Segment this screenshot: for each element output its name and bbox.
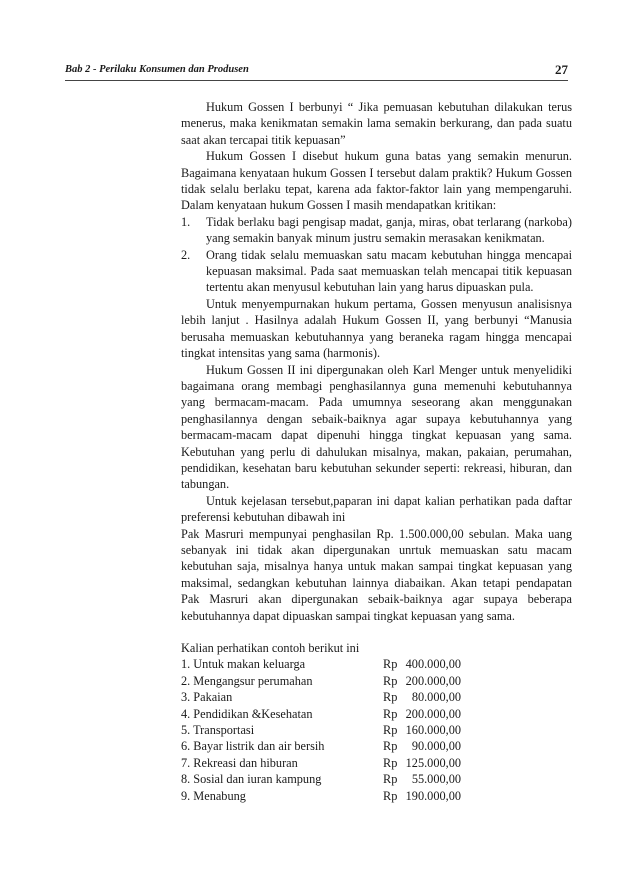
paragraph-masruri: Pak Masruri mempunyai penghasilan Rp. 1.500.000,00 sebulan. Maka uang sebanyak ini tidak akan dipergunakan unrtuk memuaskan satu macam kebutuhan saja, misalnya hanya untuk makan sampai tingkat kepuasan yang maksimal, sedangkan kebutuhan lainnya diabaikan. Akan tetapi pendapatan Pak Masruri akan dipergunakan sebaik-baiknya agar supaya beberapa kebutuhannya dapat dipuaskan sampai tingkat kepuasan yang sama. [181,526,572,623]
amount-value: 190.000,00 [405,788,461,803]
expense-row [181,706,572,722]
expense-label: 4. Pendidikan &Kesehatan [181,706,313,721]
critique-item [181,247,572,296]
currency: Rp [383,722,398,737]
page-header [65,64,568,81]
expense-label: 5. Transportasi [181,722,255,737]
amount-value: 200.000,00 [405,673,461,688]
critique-item [181,214,572,247]
expense-row [181,738,572,754]
currency: Rp [383,739,398,754]
paragraph-gossen-1-critique: Hukum Gossen I disebut hukum guna batas yang semakin menurun. Bagaimana kenyataan hukum Gossen I tersebut dalam praktik? Hukum Gossen tidak selalu berlaku tepat, karena ada faktor-faktor lain yang mempengaruhi. Dalam kenyataan hukum Gossen I masih mendapatkan kritikan: [181,149,572,213]
critique-text: Tidak berlaku bagi pengisap madat, ganja, miras, obat terlarang (narkoba) yang semakin banyak minum justru semakin merasakan kenikmatan. [206,214,572,246]
expense-amount [383,673,461,689]
expense-label: 6. Bayar listrik dan air bersih [181,739,325,754]
expense-amount [383,722,461,738]
page-number: 27 [555,62,568,77]
currency: Rp [383,657,398,672]
critique-number: 1. [181,214,191,229]
expense-row [181,673,572,689]
paragraph-gossen-2: Untuk menyempurnakan hukum pertama, Gossen menyusun analisisnya lebih lanjut . Hasilnya adalah Hukum Gossen II, yang berbunyi “Manusia berusaha memuaskan kebutuhannya yang beraneka ragam hingga mencapai tingkat intensitas yang sama (harmonis). [181,296,572,361]
expense-amount [383,755,461,771]
expense-row [181,788,572,804]
expense-row [181,689,572,705]
currency: Rp [383,706,398,721]
expense-label: 7. Rekreasi dan hiburan [181,755,298,770]
amount-value: 90.000,00 [411,739,461,754]
currency: Rp [383,673,398,688]
expense-label: 3. Pakaian [181,690,233,705]
currency: Rp [383,788,398,803]
critique-text: Orang tidak selalu memuaskan satu macam kebutuhan hingga mencapai kepuasan maksimal. Pada saat memuaskan telah mencapai titik kepuasan tertentu akan menyusul kebutuhan lain yang harus dipuaskan pula. [206,247,572,295]
paragraph-gossen-1: Hukum Gossen I berbunyi “ Jika pemuasan kebutuhan dilakukan terus menerus, maka kenikmatan semakin lama semakin berkurang, dan pada suatu saat akan tercapai titik kepuasan” [181,100,572,147]
currency: Rp [383,755,398,770]
critique-number: 2. [181,247,191,262]
expense-label: 8. Sosial dan iuran kampung [181,772,322,787]
expense-label: 2. Mengangsur perumahan [181,673,313,688]
expense-amount [383,738,461,754]
chapter-title: Bab 2 - Perilaku Konsumen dan Produsen [65,64,249,75]
expense-row [181,722,572,738]
expense-label: 1. Untuk makan keluarga [181,657,306,672]
expense-row [181,755,572,771]
expense-amount [383,771,461,787]
amount-value: 160.000,00 [405,722,461,737]
amount-value: 400.000,00 [405,657,461,672]
amount-value: 200.000,00 [405,706,461,721]
expense-row [181,656,572,672]
page-body [181,99,572,804]
paragraph-karl-menger: Hukum Gossen II ini dipergunakan oleh Karl Menger untuk menyelidiki bagaimana orang membagi penghasilannya guna memenuhi kebutuhannya yang bermacam-macam. Pada umumnya seseorang akan menggunakan penghasilannya dengan sebaik-baiknya agar supaya kebutuhannya yang bermacam-macam dapat dipenuhi hingga tingkat kepuasan yang sama. Kebutuhan yang perlu di dahulukan misalnya, makan, pakaian, perumahan, pendidikan, kesehatan baru kebutuhan sekunder seperti: rekreasi, hiburan, dan tabungan. [181,362,572,492]
expense-amount [383,689,461,705]
expense-amount [383,788,461,804]
spacer [181,624,572,640]
expense-amount [383,706,461,722]
amount-value: 80.000,00 [411,690,461,705]
amount-value: 55.000,00 [411,772,461,787]
expense-row [181,771,572,787]
amount-value: 125.000,00 [405,755,461,770]
currency: Rp [383,690,398,705]
example-intro: Kalian perhatikan contoh berikut ini [181,641,360,655]
currency: Rp [383,772,398,787]
paragraph-preference-intro: Untuk kejelasan tersebut,paparan ini dapat kalian perhatikan pada daftar preferensi kebutuhan dibawah ini [181,493,572,525]
expense-amount [383,656,461,672]
expense-label: 9. Menabung [181,788,246,803]
